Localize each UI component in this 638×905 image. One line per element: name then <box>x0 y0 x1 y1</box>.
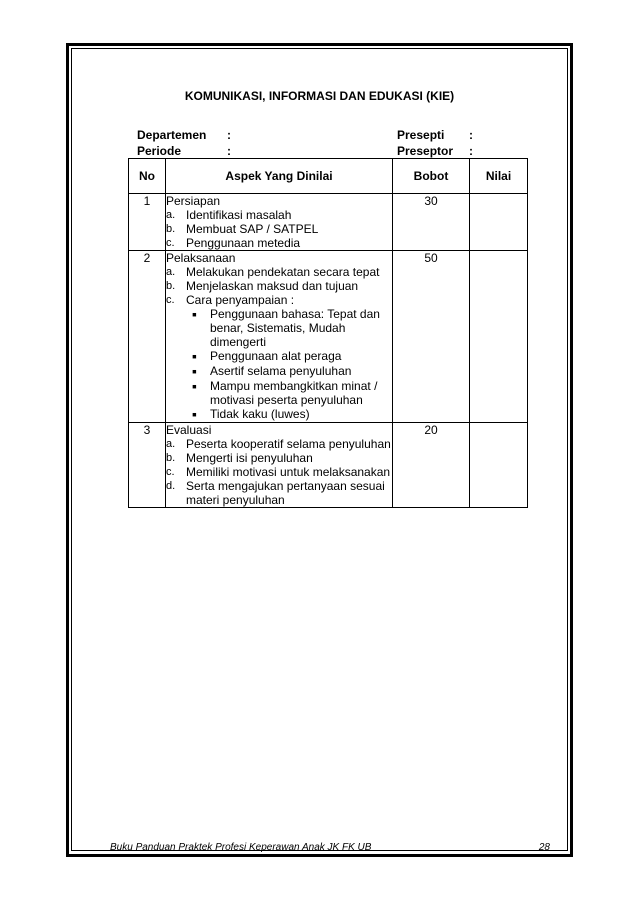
list-label: a. <box>166 266 176 278</box>
list-text: Cara penyampaian : <box>186 293 295 307</box>
table-row <box>129 194 528 251</box>
list-text: Mengerti isi penyuluhan <box>186 451 313 465</box>
meta-colon: : <box>469 144 473 158</box>
footer-book-title: Buku Panduan Praktek Profesi Keperawan Anak JK FK UB <box>110 842 372 853</box>
aspect-title: Pelaksanaan <box>166 251 236 265</box>
aspect-title: Evaluasi <box>166 423 212 437</box>
bullet-item <box>166 407 392 422</box>
list-label: b. <box>166 280 176 292</box>
header-aspek: Aspek Yang Dinilai <box>166 159 393 194</box>
row-number: 3 <box>129 423 166 508</box>
nilai-input-cell[interactable] <box>470 423 528 508</box>
list-text: Penggunaan metedia <box>186 236 301 250</box>
assessment-table <box>128 158 528 508</box>
square-bullet-icon <box>192 379 210 407</box>
meta-colon: : <box>469 128 473 142</box>
bullet-text: Mampu membangkitkan minat / motivasi peserta penyuluhan <box>210 379 378 407</box>
header-nilai: Nilai <box>470 159 528 194</box>
bullet-item <box>166 379 392 407</box>
list-label: a. <box>166 438 176 450</box>
bullet-item <box>166 349 392 364</box>
meta-label-departemen: Departemen <box>137 128 207 142</box>
meta-colon: : <box>227 144 231 158</box>
list-item <box>166 465 392 479</box>
aspect-cell <box>166 423 393 508</box>
page-number: 28 <box>538 842 550 853</box>
nilai-input-cell[interactable] <box>470 251 528 423</box>
meta-left-colons <box>227 127 231 159</box>
list-text: Menjelaskan maksud dan tujuan <box>186 279 359 293</box>
list-item <box>166 437 392 451</box>
square-bullet-icon <box>192 307 210 349</box>
list-item <box>166 293 392 307</box>
list-text: Melakukan pendekatan secara tepat <box>186 265 380 279</box>
list-label: c. <box>166 294 175 306</box>
bullet-item <box>166 307 392 349</box>
aspect-cell <box>166 251 393 423</box>
list-text: Membuat SAP / SATPEL <box>186 222 319 236</box>
list-item <box>166 222 392 236</box>
row-number: 1 <box>129 194 166 251</box>
bobot-value: 20 <box>393 423 470 508</box>
list-text: Peserta kooperatif selama penyuluhan <box>186 437 391 451</box>
bobot-value: 30 <box>393 194 470 251</box>
table-row <box>129 251 528 423</box>
meta-right-colons <box>469 127 473 159</box>
header-no: No <box>129 159 166 194</box>
list-label: d. <box>166 480 176 492</box>
page-footer <box>110 842 550 853</box>
list-item <box>166 451 392 465</box>
bullet-text: Penggunaan alat peraga <box>210 349 342 363</box>
list-item <box>166 279 392 293</box>
meta-right-labels <box>397 127 453 159</box>
square-bullet-icon <box>192 364 210 379</box>
table-row <box>129 423 528 508</box>
list-item <box>166 479 392 507</box>
aspect-title: Persiapan <box>166 194 221 208</box>
table-header-row <box>129 159 528 194</box>
nilai-input-cell[interactable] <box>470 194 528 251</box>
list-label: b. <box>166 452 176 464</box>
bullet-item <box>166 364 392 379</box>
header-bobot: Bobot <box>393 159 470 194</box>
list-text: Memiliki motivasi untuk melaksanakan <box>186 465 391 479</box>
bullet-text: Asertif selama penyuluhan <box>210 364 352 378</box>
list-item <box>166 236 392 250</box>
meta-colon: : <box>227 128 231 142</box>
square-bullet-icon <box>192 407 210 422</box>
document-title: KOMUNIKASI, INFORMASI DAN EDUKASI (KIE) <box>184 89 455 103</box>
list-item <box>166 208 392 222</box>
list-text: Identifikasi masalah <box>186 208 292 222</box>
list-label: b. <box>166 223 176 235</box>
bobot-value: 50 <box>393 251 470 423</box>
square-bullet-icon <box>192 349 210 364</box>
bullet-text: Penggunaan bahasa: Tepat dan benar, Sistematis, Mudah dimengerti <box>210 307 380 349</box>
meta-label-periode: Periode <box>137 144 182 158</box>
list-label: c. <box>166 237 175 249</box>
meta-label-presepti: Presepti <box>397 128 445 142</box>
meta-label-preseptor: Preseptor <box>397 144 454 158</box>
row-number: 2 <box>129 251 166 423</box>
list-text: Serta mengajukan pertanyaan sesuai materi penyuluhan <box>186 479 385 507</box>
meta-left-labels <box>137 127 206 159</box>
list-label: a. <box>166 209 176 221</box>
bullet-text: Tidak kaku (luwes) <box>210 407 310 421</box>
aspect-cell <box>166 194 393 251</box>
list-item <box>166 265 392 279</box>
list-label: c. <box>166 466 175 478</box>
